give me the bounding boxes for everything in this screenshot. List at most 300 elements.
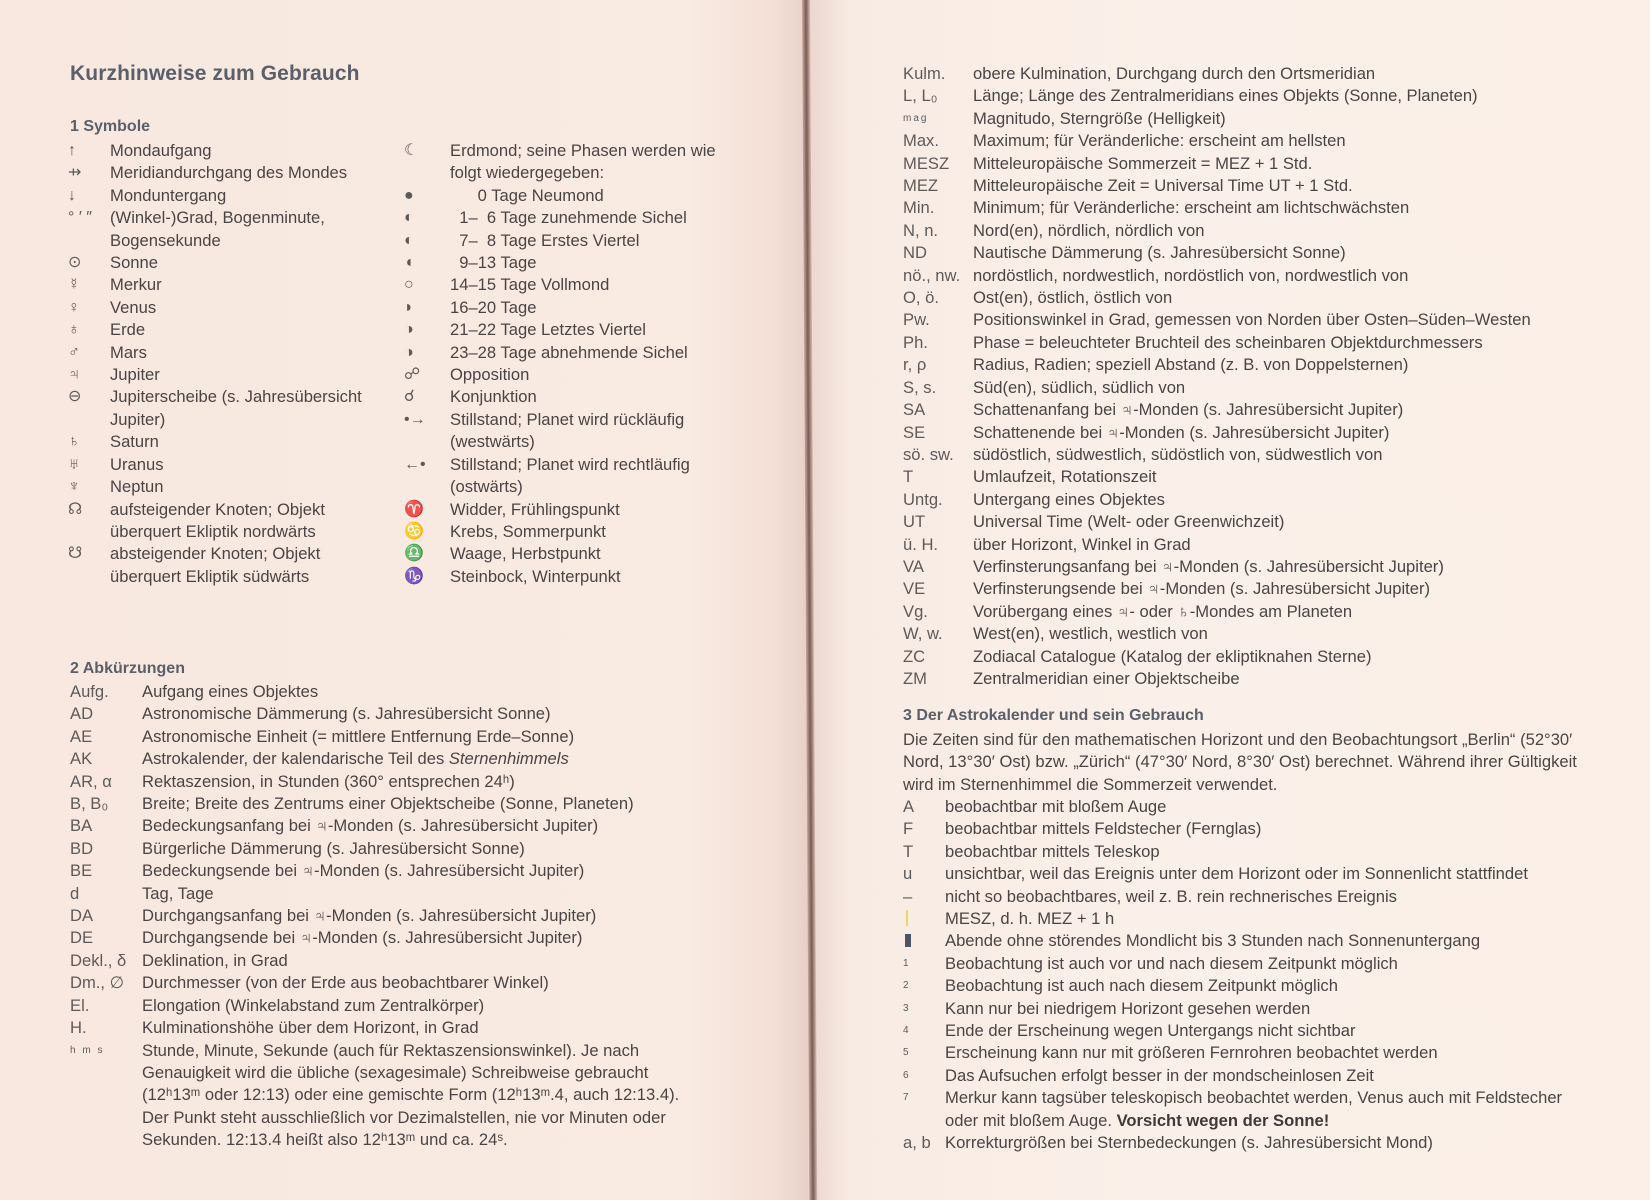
abbreviation-definition bbox=[973, 354, 1583, 376]
abbreviation-row bbox=[903, 242, 1583, 264]
jupiter-icon: ♃ bbox=[68, 366, 80, 384]
abbreviation-definition bbox=[973, 377, 1583, 399]
mercury-icon: ☿ bbox=[68, 276, 80, 294]
definition-text: nordöstlich, nordwestlich, nordöstlich von, nordwestlich von bbox=[973, 265, 1409, 285]
jupiter-disk-icon: ⊖ bbox=[68, 388, 82, 406]
abbreviation-term: Vg. bbox=[903, 601, 928, 621]
abbreviation-row bbox=[903, 556, 1583, 578]
abbreviation-definition bbox=[973, 63, 1583, 85]
symbol-description: 16–20 Tage bbox=[450, 297, 537, 317]
definition-text: Bedeckungsanfang bei ♃-Monden (s. Jahresübersicht Jupiter) bbox=[142, 816, 599, 836]
abbreviation-row bbox=[903, 63, 1583, 85]
legend-description bbox=[945, 1042, 1593, 1064]
abbreviation-definition bbox=[142, 905, 710, 927]
definition-text: Verfinsterungsanfang bei ♃-Monden (s. Jahresübersicht Jupiter) bbox=[973, 556, 1444, 576]
abbreviation-row bbox=[903, 175, 1583, 197]
abbreviation-term: UT bbox=[903, 512, 926, 532]
legend-key: a, b bbox=[903, 1133, 931, 1153]
legend-key: 5 bbox=[903, 1047, 909, 1059]
abbreviation-term: AE bbox=[70, 726, 93, 746]
definition-text: Aufgang eines Objektes bbox=[142, 682, 319, 701]
waxing-gibbous-icon: ◖ bbox=[404, 254, 414, 272]
definition-text: Kulminationshöhe über dem Horizont, in Grad bbox=[142, 1018, 479, 1038]
abbreviation-definition bbox=[973, 332, 1583, 354]
symbol-description: 21–22 Tage Letztes Viertel bbox=[450, 320, 646, 340]
symbol-row bbox=[68, 274, 388, 296]
definition-text: Schattenende bei ♃-Monden (s. Jahresübersicht Jupiter) bbox=[973, 422, 1390, 442]
abbreviation-definition bbox=[142, 815, 710, 837]
dark-block-icon bbox=[905, 934, 911, 947]
abbreviation-definition bbox=[973, 220, 1583, 242]
abbreviation-row bbox=[903, 444, 1583, 466]
abbreviation-term: W, w. bbox=[903, 624, 943, 644]
legend-description bbox=[945, 908, 1593, 930]
abbreviation-row bbox=[70, 950, 710, 972]
legend-key: u bbox=[903, 864, 913, 884]
symbol-description: Uranus bbox=[110, 454, 164, 474]
abbreviation-term: BD bbox=[70, 838, 94, 858]
symbol-row bbox=[404, 499, 724, 521]
legend-key: 4 bbox=[903, 1025, 909, 1037]
definition-text: Nord(en), nördlich, nördlich von bbox=[973, 220, 1205, 240]
abbreviation-term: H. bbox=[70, 1018, 87, 1038]
symbol-row bbox=[68, 252, 388, 274]
legend-row bbox=[903, 953, 1593, 975]
abbreviation-row bbox=[903, 534, 1583, 556]
symbol-row bbox=[68, 454, 388, 476]
definition-text: Zentralmeridian einer Objektscheibe bbox=[973, 668, 1240, 688]
degree-minute-second-icon: ° ′ ″ bbox=[68, 209, 92, 227]
definition-text: südöstlich, südwestlich, südöstlich von, südwestlich von bbox=[973, 444, 1383, 464]
abbreviation-term: Pw. bbox=[903, 310, 930, 330]
symbols-list-left bbox=[68, 140, 388, 588]
abbreviation-term: Kulm. bbox=[903, 64, 946, 83]
symbol-row bbox=[68, 297, 388, 319]
moonrise-arrow-icon: ↑ bbox=[68, 142, 76, 159]
definition-text: Universal Time (Welt- oder Greenwichzeit) bbox=[973, 512, 1285, 532]
abbreviation-definition bbox=[973, 153, 1583, 175]
abbreviation-term: Max. bbox=[903, 131, 939, 151]
symbol-description: 9–13 Tage bbox=[450, 253, 537, 273]
symbol-row bbox=[404, 364, 724, 386]
abbreviation-row bbox=[70, 838, 710, 860]
abbreviation-definition bbox=[973, 623, 1583, 645]
abbreviation-row bbox=[903, 108, 1583, 130]
abbreviation-row bbox=[903, 197, 1583, 219]
legend-row bbox=[903, 908, 1593, 930]
abbreviation-definition bbox=[973, 578, 1583, 600]
definition-text: Positionswinkel in Grad, gemessen von Norden über Osten–Süden–Westen bbox=[973, 310, 1531, 330]
symbol-row bbox=[68, 386, 388, 431]
abbreviation-row bbox=[903, 153, 1583, 175]
abbreviation-row bbox=[70, 905, 710, 927]
legend-text: beobachtbar mittels Feldstecher (Fernglas) bbox=[945, 819, 1262, 839]
symbol-row bbox=[68, 431, 388, 453]
abbreviation-definition bbox=[973, 556, 1583, 578]
legend-row bbox=[903, 818, 1593, 840]
symbol-row bbox=[404, 230, 724, 252]
legend-description bbox=[945, 1087, 1593, 1132]
mars-icon: ♂ bbox=[68, 343, 80, 361]
symbol-row bbox=[404, 319, 724, 341]
symbol-description: Erdmond; seine Phasen werden wie folgt wiedergegeben: bbox=[450, 141, 721, 183]
symbol-description: Mondaufgang bbox=[110, 141, 212, 160]
symbol-row bbox=[404, 543, 724, 565]
abbreviation-definition bbox=[973, 668, 1583, 690]
legend-description bbox=[945, 841, 1593, 863]
waning-gibbous-icon: ◗ bbox=[404, 298, 414, 316]
definition-text: Durchmesser (von der Erde aus beobachtbarer Winkel) bbox=[142, 973, 549, 993]
legend-row bbox=[903, 1042, 1593, 1064]
symbol-row bbox=[404, 274, 724, 296]
symbol-description: Meridiandurchgang des Mondes bbox=[110, 163, 348, 183]
abbreviation-row bbox=[70, 681, 710, 703]
full-moon-icon: ○ bbox=[404, 276, 414, 294]
symbols-list-right bbox=[404, 140, 724, 588]
symbol-row bbox=[404, 521, 724, 543]
legend-key: F bbox=[903, 819, 914, 839]
descending-node-icon: ☋ bbox=[68, 545, 83, 563]
legend-key: 3 bbox=[903, 1002, 909, 1014]
definition-text: Deklination, in Grad bbox=[142, 950, 288, 970]
legend-text: Beobachtung ist auch vor und nach diesem Zeitpunkt möglich bbox=[945, 953, 1398, 973]
uranus-icon: ♅ bbox=[68, 455, 80, 473]
legend-description bbox=[945, 1065, 1593, 1087]
moonset-arrow-icon: ↓ bbox=[68, 186, 76, 204]
abbreviation-row bbox=[70, 815, 710, 837]
symbol-row bbox=[68, 162, 388, 184]
abbreviation-definition bbox=[973, 175, 1583, 197]
legend-row bbox=[903, 1087, 1593, 1132]
symbol-description: Neptun bbox=[110, 477, 164, 497]
abbreviation-definition bbox=[973, 309, 1583, 331]
legend-text: beobachtbar mittels Teleskop bbox=[945, 841, 1160, 861]
definition-text: Bürgerliche Dämmerung (s. Jahresübersicht Sonne) bbox=[142, 838, 525, 858]
abbreviation-row bbox=[70, 1017, 710, 1039]
legend-key: T bbox=[903, 841, 914, 861]
page-title: Kurzhinweise zum Gebrauch bbox=[70, 62, 360, 85]
definition-text: Magnitudo, Sterngröße (Helligkeit) bbox=[973, 108, 1226, 128]
legend-row bbox=[903, 796, 1593, 818]
legend-description bbox=[945, 1020, 1593, 1042]
abbreviation-row bbox=[70, 860, 710, 882]
legend-description bbox=[945, 1132, 1593, 1154]
legend-row bbox=[903, 1132, 1593, 1154]
definition-text: Untergang eines Objektes bbox=[973, 489, 1165, 509]
waxing-crescent-icon: ◐ bbox=[404, 209, 414, 227]
legend-text: Das Aufsuchen erfolgt besser in der mondscheinlosen Zeit bbox=[945, 1065, 1374, 1085]
symbol-row bbox=[404, 566, 724, 588]
definition-text: Elongation (Winkelabstand zum Zentralkörper) bbox=[142, 995, 485, 1015]
abbreviation-term: DE bbox=[70, 928, 94, 948]
symbol-description: aufsteigender Knoten; Objekt überquert Ekliptik nordwärts bbox=[110, 499, 330, 541]
abbreviations-list-right bbox=[903, 63, 1583, 690]
abbreviation-term: ü. H. bbox=[903, 534, 939, 554]
definition-text: Mitteleuropäische Zeit = Universal Time UT + 1 Std. bbox=[973, 176, 1353, 196]
legend-row bbox=[903, 886, 1593, 908]
symbol-row bbox=[68, 319, 388, 341]
legend-text: Korrekturgrößen bei Sternbedeckungen (s. Jahresübersicht Mond) bbox=[945, 1133, 1433, 1153]
abbreviation-term: AK bbox=[70, 749, 93, 769]
abbreviation-definition bbox=[973, 197, 1583, 219]
symbol-description: Stillstand; Planet wird rückläufig (westwärts) bbox=[450, 409, 689, 452]
symbol-description: Steinbock, Winterpunkt bbox=[450, 566, 621, 586]
abbreviation-row bbox=[903, 511, 1583, 533]
definition-text: Astronomische Einheit (= mittlere Entfernung Erde–Sonne) bbox=[142, 726, 575, 746]
waning-crescent-icon: ◑ bbox=[404, 343, 414, 361]
abbreviation-row bbox=[70, 1040, 710, 1152]
abbreviation-row bbox=[903, 646, 1583, 668]
legend-description bbox=[945, 886, 1593, 908]
warning-text: Vorsicht wegen der Sonne! bbox=[1116, 1110, 1330, 1130]
abbreviation-term: B, B₀ bbox=[70, 794, 109, 814]
abbreviation-term: nö., nw. bbox=[903, 265, 961, 285]
abbreviation-definition bbox=[142, 726, 710, 748]
aries-icon: ♈ bbox=[404, 500, 424, 518]
dark-sky-marker-icon bbox=[903, 930, 945, 952]
abbreviation-term: N, n. bbox=[903, 220, 939, 240]
ascending-node-icon: ☊ bbox=[68, 500, 83, 518]
symbol-description: Stillstand; Planet wird rechtläufig (ostwärts) bbox=[450, 454, 695, 497]
abbreviation-term: O, ö. bbox=[903, 288, 939, 308]
section-heading-astrokalender: 3 Der Astrokalender und sein Gebrauch bbox=[903, 707, 1204, 724]
abbreviation-row bbox=[903, 287, 1583, 309]
abbreviation-definition bbox=[142, 950, 710, 972]
symbol-row bbox=[68, 185, 388, 207]
abbreviation-definition bbox=[973, 534, 1583, 556]
symbol-row bbox=[404, 252, 724, 274]
abbreviation-definition bbox=[142, 838, 710, 860]
section-heading-abbreviations: 2 Abkürzungen bbox=[70, 660, 185, 677]
definition-text: Rektaszension, in Stunden (360° entsprechen 24ʰ) bbox=[142, 771, 515, 791]
abbreviation-row bbox=[903, 668, 1583, 690]
abbreviation-definition bbox=[142, 703, 710, 725]
abbreviation-term: El. bbox=[70, 995, 90, 1015]
abbreviation-term: L, L₀ bbox=[903, 86, 938, 106]
abbreviation-term: SE bbox=[903, 422, 926, 442]
definition-text: Stunde, Minute, Sekunde (auch für Rektaszensionswinkel). Je nach Genauigkeit wird die übliche (sexagesimale) Schreibweise gebraucht (12ʰ13ᵐ oder 12:13) oder eine gemischte Form (12ʰ13ᵐ.4, auch 12:13.4). Der Punkt steht ausschließlich vor Dezimalstellen, nie vor Minuten oder Sekunden. 12:13.4 heißt also 12ʰ13ᵐ und ca. 24ˢ. bbox=[142, 1040, 680, 1150]
abbreviation-row bbox=[70, 927, 710, 949]
abbreviation-definition bbox=[142, 995, 710, 1017]
definition-text: Tag, Tage bbox=[142, 883, 214, 903]
abbreviation-definition bbox=[973, 130, 1583, 152]
legend-row bbox=[903, 1065, 1593, 1087]
abbreviation-term: Ph. bbox=[903, 332, 928, 352]
definition-text: Durchgangsanfang bei ♃-Monden (s. Jahresübersicht Jupiter) bbox=[142, 906, 597, 926]
stationary-direct-icon: ←• bbox=[404, 455, 426, 473]
symbol-row bbox=[404, 297, 724, 319]
capricorn-icon: ♑ bbox=[404, 567, 424, 585]
abbreviation-term: Min. bbox=[903, 198, 935, 218]
definition-text: Ost(en), östlich, östlich von bbox=[973, 288, 1173, 308]
abbreviation-term: BA bbox=[70, 816, 93, 836]
definition-text: Phase = beleuchteter Bruchteil des scheinbaren Objektdurchmessers bbox=[973, 332, 1483, 352]
legend-text: Kann nur bei niedrigem Horizont gesehen werden bbox=[945, 998, 1311, 1018]
abbreviation-term: MESZ bbox=[903, 153, 950, 173]
abbreviation-row bbox=[903, 466, 1583, 488]
definition-text: Schattenanfang bei ♃-Monden (s. Jahresübersicht Jupiter) bbox=[973, 400, 1404, 420]
abbreviation-term: r, ρ bbox=[903, 355, 927, 375]
abbreviation-row bbox=[70, 703, 710, 725]
symbol-row bbox=[68, 476, 388, 498]
legend-row bbox=[903, 863, 1593, 885]
yellow-bar-icon bbox=[906, 910, 908, 926]
definition-text: über Horizont, Winkel in Grad bbox=[973, 534, 1191, 554]
symbol-description: Jupiter bbox=[110, 365, 160, 385]
abbreviation-term: mag bbox=[903, 112, 929, 124]
abbreviation-term: BE bbox=[70, 861, 93, 881]
definition-text: Mitteleuropäische Sommerzeit = MEZ + 1 Std. bbox=[973, 153, 1313, 173]
abbreviation-definition bbox=[142, 793, 710, 815]
symbol-description: Mars bbox=[110, 342, 147, 362]
symbol-description: Widder, Frühlingspunkt bbox=[450, 499, 620, 519]
abbreviation-row bbox=[903, 623, 1583, 645]
abbreviation-row bbox=[70, 883, 710, 905]
first-quarter-icon: ◐ bbox=[404, 231, 414, 249]
abbreviation-definition bbox=[142, 771, 710, 793]
abbreviation-definition bbox=[973, 646, 1583, 668]
legend-text: unsichtbar, weil das Ereignis unter dem Horizont oder im Sonnenlicht stattfindet bbox=[945, 864, 1528, 884]
abbreviation-term: AD bbox=[70, 704, 94, 724]
symbol-description: Sonne bbox=[110, 253, 158, 273]
astrokalender-intro: Die Zeiten sind für den mathematischen Horizont und den Beobachtungsort „Berlin“ (52°30′ Nord, 13°30′ Ost) bzw. „Zürich“ (47°30′ Nord, 8°30′ Ost) berechnet. Während ihrer Gültigkeit wird im Sternenhimmel die Sommerzeit verwendet. bbox=[903, 730, 1577, 794]
abbreviation-row bbox=[903, 489, 1583, 511]
abbreviation-term: d bbox=[70, 883, 80, 903]
symbol-description: (Winkel-)Grad, Bogenminute, Bogensekunde bbox=[110, 208, 330, 250]
abbreviation-definition bbox=[973, 108, 1583, 130]
definition-italic: Sternenhimmels bbox=[448, 749, 569, 769]
abbreviation-definition bbox=[142, 927, 710, 949]
abbreviation-definition bbox=[973, 85, 1583, 107]
abbreviation-definition bbox=[142, 883, 710, 905]
definition-text: Durchgangsende bei ♃-Monden (s. Jahresübersicht Jupiter) bbox=[142, 928, 583, 948]
stationary-retrograde-icon: •→ bbox=[404, 410, 426, 428]
definition-text: Länge; Länge des Zentralmeridians eines Objekts (Sonne, Planeten) bbox=[973, 86, 1478, 106]
symbol-description: Venus bbox=[110, 297, 157, 317]
abbreviation-definition bbox=[142, 681, 710, 703]
legend-row bbox=[903, 1020, 1593, 1042]
saturn-icon: ♄ bbox=[68, 433, 80, 451]
abbreviation-row bbox=[70, 793, 710, 815]
new-moon-icon: ● bbox=[404, 186, 414, 204]
symbol-description: Jupiterscheibe (s. Jahresübersicht Jupiter) bbox=[110, 387, 367, 429]
symbol-row bbox=[404, 454, 724, 499]
abbreviation-definition bbox=[973, 287, 1583, 309]
definition-text: Astronomische Dämmerung (s. Jahresübersicht Sonne) bbox=[142, 704, 551, 724]
legend-row bbox=[903, 930, 1593, 952]
abbreviation-term: MEZ bbox=[903, 176, 939, 196]
symbol-row bbox=[68, 364, 388, 386]
abbreviation-definition bbox=[973, 242, 1583, 264]
legend-description bbox=[945, 953, 1593, 975]
abbreviation-term: AR, α bbox=[70, 771, 112, 791]
opposition-icon: ☍ bbox=[404, 366, 421, 384]
symbol-description: 23–28 Tage abnehmende Sichel bbox=[450, 342, 688, 362]
symbol-description: 0 Tage Neumond bbox=[450, 185, 604, 205]
symbol-description: Waage, Herbstpunkt bbox=[450, 544, 601, 564]
abbreviation-definition bbox=[973, 399, 1583, 421]
earth-icon: ♁ bbox=[68, 321, 80, 339]
abbreviation-term: Dekl., δ bbox=[70, 950, 127, 970]
symbol-description: Krebs, Sommerpunkt bbox=[450, 521, 606, 541]
definition-text: Astrokalender, der kalendarische Teil des bbox=[142, 749, 449, 769]
legend-key: A bbox=[903, 797, 915, 816]
symbol-row bbox=[404, 409, 724, 454]
abbreviation-definition bbox=[973, 601, 1583, 623]
abbreviation-term: VE bbox=[903, 579, 926, 599]
abbreviation-row bbox=[903, 130, 1583, 152]
abbreviation-row bbox=[903, 85, 1583, 107]
conjunction-icon: ☌ bbox=[404, 388, 415, 406]
definition-text: Maximum; für Veränderliche: erscheint am hellsten bbox=[973, 131, 1346, 151]
symbol-description: Monduntergang bbox=[110, 185, 227, 205]
abbreviation-row bbox=[903, 332, 1583, 354]
legend-key: 6 bbox=[903, 1069, 909, 1081]
definition-text: Nautische Dämmerung (s. Jahresübersicht Sonne) bbox=[973, 243, 1346, 263]
astrokalender-legend bbox=[903, 796, 1593, 1155]
definition-text: Vorübergang eines ♃- oder ♄-Mondes am Planeten bbox=[973, 601, 1353, 621]
symbol-description: absteigender Knoten; Objekt überquert Ekliptik südwärts bbox=[110, 544, 325, 586]
abbreviation-term: ND bbox=[903, 243, 927, 263]
definition-text: Umlaufzeit, Rotationszeit bbox=[973, 467, 1157, 487]
abbreviation-row bbox=[903, 354, 1583, 376]
legend-text: MESZ, d. h. MEZ + 1 h bbox=[945, 909, 1115, 929]
mesz-marker-icon bbox=[903, 908, 945, 930]
abbreviation-row bbox=[70, 972, 710, 994]
symbol-row bbox=[68, 207, 388, 252]
legend-row bbox=[903, 998, 1593, 1020]
abbreviation-definition bbox=[973, 444, 1583, 466]
symbol-row bbox=[404, 342, 724, 364]
abbreviation-row bbox=[903, 377, 1583, 399]
legend-description bbox=[945, 818, 1593, 840]
abbreviation-definition bbox=[142, 860, 710, 882]
last-quarter-icon: ◑ bbox=[404, 321, 414, 339]
abbreviations-list-left bbox=[70, 681, 710, 1152]
symbol-row bbox=[404, 386, 724, 408]
abbreviation-term: Aufg. bbox=[70, 682, 109, 701]
abbreviation-definition bbox=[973, 466, 1583, 488]
legend-text: Abende ohne störendes Mondlicht bis 3 Stunden nach Sonnenuntergang bbox=[945, 931, 1481, 951]
symbol-description: 14–15 Tage Vollmond bbox=[450, 275, 610, 295]
symbol-row bbox=[68, 342, 388, 364]
symbol-description: Merkur bbox=[110, 275, 162, 295]
symbol-description: Erde bbox=[110, 320, 146, 340]
abbreviation-term: sö. sw. bbox=[903, 444, 954, 464]
legend-description bbox=[945, 796, 1593, 818]
symbol-description: Saturn bbox=[110, 432, 159, 452]
legend-description bbox=[945, 975, 1593, 997]
abbreviation-definition bbox=[142, 1017, 710, 1039]
legend-key: 7 bbox=[903, 1092, 909, 1104]
abbreviation-row bbox=[70, 748, 710, 770]
abbreviation-row bbox=[903, 309, 1583, 331]
abbreviation-definition bbox=[973, 511, 1583, 533]
symbol-row bbox=[404, 140, 724, 185]
abbreviation-term: ZM bbox=[903, 668, 927, 688]
definition-text: Radius, Radien; speziell Abstand (z. B. von Doppelsternen) bbox=[973, 355, 1409, 375]
definition-text: Breite; Breite des Zentrums einer Objektscheibe (Sonne, Planeten) bbox=[142, 794, 634, 814]
abbreviation-definition bbox=[142, 1040, 710, 1152]
abbreviation-row bbox=[903, 220, 1583, 242]
definition-text: Verfinsterungsende bei ♃-Monden (s. Jahresübersicht Jupiter) bbox=[973, 579, 1431, 599]
legend-text: Erscheinung kann nur mit größeren Fernrohren beobachtet werden bbox=[945, 1043, 1438, 1063]
symbol-description: Opposition bbox=[450, 365, 530, 385]
abbreviation-term: VA bbox=[903, 556, 924, 576]
abbreviation-term: Dm., ∅ bbox=[70, 973, 125, 993]
definition-text: Zodiacal Catalogue (Katalog der ekliptiknahen Sterne) bbox=[973, 646, 1372, 666]
sun-icon: ⊙ bbox=[68, 254, 82, 272]
